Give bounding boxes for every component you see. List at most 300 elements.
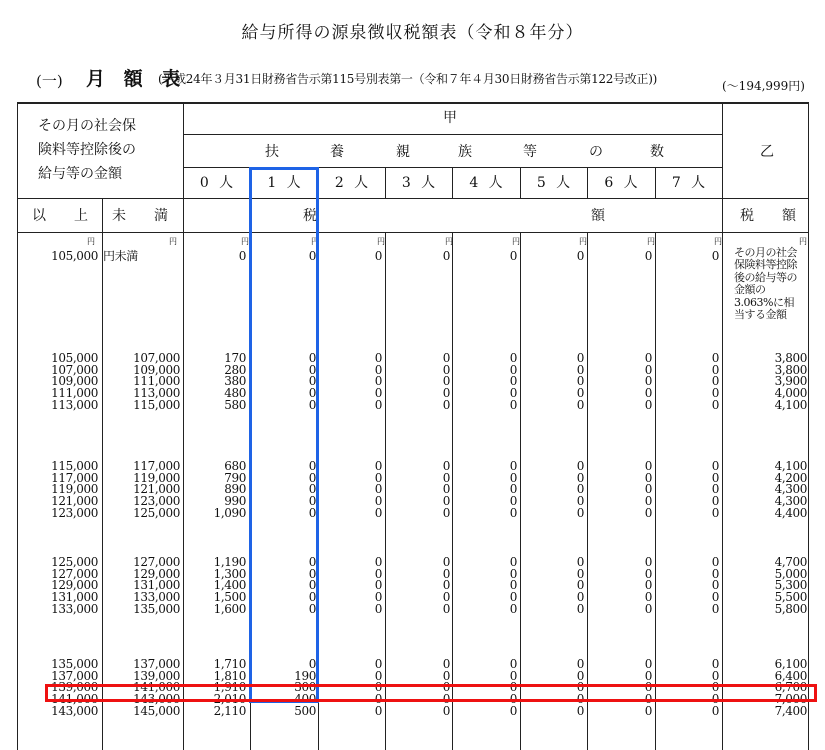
kou-tax-3: 0 [442,374,450,389]
kou-tax-4: 0 [509,680,517,695]
kou-tax-0: 0 [238,249,246,263]
kou-tax-3: 0 [442,668,450,683]
kou-tax-2: 0 [374,470,382,485]
amount-from: 115,000 [51,459,98,473]
kou-tax-0: 1,710 [213,657,246,671]
dependents-6: 6 人 [604,175,638,191]
kou-tax-7: 0 [711,374,719,389]
kou-tax-7: 0 [711,386,719,401]
kou-tax-0: 1,910 [213,680,246,695]
fuyo-char: 養 [330,144,344,160]
amount-to: 121,000 [133,482,180,497]
kou-tax-7: 0 [711,668,719,683]
kou-tax-7: 0 [711,482,719,497]
kou-tax-4: 0 [509,351,517,365]
kou-tax-2: 0 [374,386,382,401]
kou-tax-3: 0 [442,459,450,473]
table-row [0,460,825,472]
kou-tax-6: 0 [644,374,652,389]
kou-tax-4: 0 [509,494,517,509]
otsu-tax: 4,300 [774,482,807,497]
kou-tax-5: 0 [576,505,584,520]
amount-to: 115,000 [133,397,180,412]
amount-from: 143,000 [51,703,98,718]
amount-label-line-3: 給与等の金額 [38,166,122,182]
table-row [0,472,825,484]
kou-tax-4: 0 [509,703,517,718]
table-row [0,658,825,670]
kou-tax-6: 0 [644,578,652,593]
section-index: (一) [36,72,63,90]
otsu-tax: 5,500 [774,590,807,605]
kou-tax-1: 190 [294,668,316,683]
kou-tax-0: 990 [224,494,246,509]
miman-header: 未 満 [112,208,168,224]
kou-tax-1: 0 [308,351,316,365]
kou-tax-7: 0 [711,566,719,581]
kou-tax-7: 0 [711,397,719,412]
otsu-tax: 7,400 [774,703,807,718]
amount-to: 119,000 [133,470,180,485]
kou-tax-7: 0 [711,362,719,377]
kou-tax-5: 0 [576,555,584,569]
kou-tax-6: 0 [644,459,652,473]
grid-vline [587,167,588,198]
kou-tax-4: 0 [509,374,517,389]
otsu-tax: 5,800 [774,601,807,616]
kou-tax-2: 0 [374,362,382,377]
table-row [0,579,825,591]
kou-tax-5: 0 [576,374,584,389]
kou-tax-6: 0 [644,590,652,605]
kou-tax-5: 0 [576,590,584,605]
kou-tax-7: 0 [711,555,719,569]
dependents-3: 3 人 [401,175,436,191]
table-row [0,250,825,262]
yen-unit-mark: 円 [647,237,655,246]
amount-from: 131,000 [51,590,98,605]
kou-tax-3: 0 [442,470,450,485]
amount-from: 113,000 [51,397,98,412]
kou-tax-2: 0 [374,590,382,605]
fuyo-char: 等 [523,144,537,160]
kou-tax-4: 0 [509,566,517,581]
page-title: 給与所得の源泉徴収税額表（令和８年分） [241,23,584,43]
kou-tax-5: 0 [576,482,584,497]
amount-from: 123,000 [51,505,98,520]
highlight-column-1-dependent [249,167,319,707]
kou-tax-6: 0 [644,397,652,412]
amount-to: 143,000 [133,692,180,707]
fuyo-char: 族 [458,144,472,160]
kou-tax-1: 0 [308,601,316,616]
kou-tax-4: 0 [509,482,517,497]
kou-tax-6: 0 [644,494,652,509]
amount-from: 125,000 [51,555,98,569]
kou-tax-1: 0 [308,505,316,520]
kou-tax-7: 0 [711,459,719,473]
kou-tax-7: 0 [711,680,719,695]
amount-to: 109,000 [133,362,180,377]
kou-tax-0: 1,090 [213,505,246,520]
ijo-header: 以 上 [32,208,88,224]
amount-from: 107,000 [51,362,98,377]
kou-tax-4: 0 [509,386,517,401]
grid-hline [183,134,722,135]
otsu-tax: 3,900 [774,374,807,389]
kou-tax-1: 500 [294,703,316,718]
kou-tax-3: 0 [442,590,450,605]
kou-tax-2: 0 [374,397,382,412]
kou-tax-2: 0 [374,374,382,389]
otsu-tax: 6,700 [774,680,807,695]
table-row [0,483,825,495]
highlight-row-139000 [45,684,817,702]
kou-tax-0: 680 [224,459,246,473]
kou-tax-4: 0 [509,249,517,263]
amount-to: 107,000 [133,351,180,365]
amount-from: 129,000 [51,578,98,593]
kou-tax-2: 0 [374,351,382,365]
otsu-tax: 4,400 [774,505,807,520]
table-row [0,507,825,519]
amount-from: 105,000 [51,351,98,365]
grid-vline [452,167,453,198]
amount-to: 117,000 [133,459,180,473]
kou-tax-7: 0 [711,590,719,605]
kou-tax-2: 0 [374,703,382,718]
kou-tax-2: 0 [374,680,382,695]
kou-tax-2: 0 [374,601,382,616]
kou-tax-3: 0 [442,680,450,695]
kou-tax-7: 0 [711,249,719,263]
kou-tax-0: 1,400 [213,578,246,593]
otsu-formula-note: その月の社会保険料等控除後の給与等の金額の3.063%に相当する金額 [734,246,797,322]
amount-from: 141,000 [51,692,98,707]
kou-tax-7: 0 [711,470,719,485]
amount-to: 137,000 [133,657,180,671]
kou-tax-2: 0 [374,692,382,707]
kou-tax-1: 0 [308,362,316,377]
kou-tax-4: 0 [509,657,517,671]
kou-tax-4: 0 [509,555,517,569]
kou-tax-6: 0 [644,692,652,707]
table-row [0,375,825,387]
otsu-tax: 5,000 [774,566,807,581]
kou-tax-0: 1,190 [213,555,246,569]
kou-tax-1: 0 [308,374,316,389]
kou-tax-1: 0 [308,578,316,593]
kou-tax-5: 0 [576,470,584,485]
kou-tax-3: 0 [442,351,450,365]
grid-vline [385,167,386,198]
kou-tax-5: 0 [576,249,584,263]
grid-vline [520,167,521,198]
yen-unit-mark: 円 [311,237,319,246]
kou-tax-3: 0 [442,578,450,593]
kou-tax-6: 0 [644,386,652,401]
kou-tax-5: 0 [576,362,584,377]
kou-tax-5: 0 [576,657,584,671]
table-row [0,495,825,507]
kou-header: 甲 [443,110,457,126]
yen-unit-mark: 円 [241,237,249,246]
kou-tax-1: 0 [308,470,316,485]
kou-tax-2: 0 [374,578,382,593]
kou-tax-3: 0 [442,566,450,581]
kou-tax-7: 0 [711,601,719,616]
kou-tax-1: 0 [308,482,316,497]
kou-tax-5: 0 [576,459,584,473]
amount-from: 137,000 [51,668,98,683]
grid-hline [17,102,808,104]
grid-hline [17,198,808,199]
amount-from: 109,000 [51,374,98,389]
kou-tax-2: 0 [374,459,382,473]
amount-to: 133,000 [133,590,180,605]
otsu-tax: 4,200 [774,470,807,485]
yen-unit-mark: 円 [87,237,95,246]
section-range: (～194,999円) [722,79,805,93]
table-row [0,603,825,615]
table-row [0,670,825,682]
otsu-tax: 5,300 [774,578,807,593]
otsu-tax: 4,100 [774,397,807,412]
kou-tax-7: 0 [711,578,719,593]
table-row [0,568,825,580]
kou-tax-1: 0 [308,386,316,401]
amount-label-line-1: その月の社会保 [38,118,136,134]
kou-tax-6: 0 [644,680,652,695]
yen-unit-mark: 円 [512,237,520,246]
grid-hline [17,232,808,233]
otsu-tax: 3,800 [774,362,807,377]
kou-tax-3: 0 [442,362,450,377]
kou-tax-3: 0 [442,601,450,616]
amount-from: 117,000 [51,470,98,485]
fuyo-char: 数 [650,144,664,160]
kou-tax-4: 0 [509,470,517,485]
amount-to: 111,000 [133,374,180,389]
otsu-tax: 6,400 [774,668,807,683]
amount-to: 125,000 [133,505,180,520]
yen-unit-mark: 円 [377,237,385,246]
dependents-0: 0 人 [199,175,234,191]
amount-to: 135,000 [133,601,180,616]
amount-to: 139,000 [133,668,180,683]
kou-tax-0: 580 [224,397,246,412]
kou-tax-2: 0 [374,505,382,520]
table-row [0,352,825,364]
kou-tax-2: 0 [374,668,382,683]
amount-from: 111,000 [51,386,98,401]
kou-tax-1: 0 [308,555,316,569]
otsu-header: 乙 [760,144,774,160]
kou-tax-5: 0 [576,494,584,509]
kou-tax-1: 0 [308,397,316,412]
kou-tax-0: 170 [224,351,246,365]
kou-tax-3: 0 [442,494,450,509]
kou-tax-0: 1,810 [213,668,246,683]
amount-from: 135,000 [51,657,98,671]
kou-tax-2: 0 [374,555,382,569]
section-title: 月 額 表 [86,68,187,90]
kou-tax-6: 0 [644,566,652,581]
amount-to: 145,000 [133,703,180,718]
kou-tax-2: 0 [374,657,382,671]
kou-tax-5: 0 [576,668,584,683]
kou-tax-6: 0 [644,362,652,377]
kou-tax-5: 0 [576,703,584,718]
kou-tax-1: 300 [294,680,316,695]
kou-tax-6: 0 [644,351,652,365]
kou-tax-4: 0 [509,668,517,683]
kou-tax-6: 0 [644,470,652,485]
kou-tax-4: 0 [509,601,517,616]
yen-unit-mark: 円 [169,237,177,246]
kou-tax-5: 0 [576,566,584,581]
grid-vline [808,102,809,750]
kou-tax-3: 0 [442,386,450,401]
table-row [0,399,825,411]
table-row [0,556,825,568]
kou-tax-6: 0 [644,249,652,263]
kou-tax-0: 1,600 [213,601,246,616]
kou-tax-1: 400 [294,692,316,707]
table-row [0,591,825,603]
kou-tax-4: 0 [509,505,517,520]
amount-to: 129,000 [133,566,180,581]
fuyo-char: 扶 [265,144,279,160]
kou-tax-6: 0 [644,601,652,616]
amount-to: 113,000 [133,386,180,401]
dependents-2: 2 人 [334,175,369,191]
kou-tax-5: 0 [576,692,584,707]
kou-tax-7: 0 [711,351,719,365]
amount-to: 123,000 [133,494,180,509]
kou-tax-6: 0 [644,657,652,671]
amount-to: 127,000 [133,555,180,569]
kou-tax-1: 0 [308,590,316,605]
kou-tax-6: 0 [644,482,652,497]
fuyo-char: 親 [396,144,410,160]
kou-tax-0: 1,300 [213,566,246,581]
kou-tax-7: 0 [711,692,719,707]
kou-tax-4: 0 [509,578,517,593]
section-note: (平成24年３月31日財務省告示第115号別表第一（令和７年４月30日財務省告示第122号改正)) [158,72,657,86]
kou-tax-1: 0 [308,494,316,509]
dependents-1: 1 人 [267,175,301,191]
otsu-tax: 4,700 [774,555,807,569]
kou-tax-7: 0 [711,657,719,671]
kou-tax-5: 0 [576,680,584,695]
amount-label-line-2: 険料等控除後の [38,142,136,158]
kou-tax-6: 0 [644,668,652,683]
grid-vline [17,102,18,750]
kou-tax-1: 0 [308,459,316,473]
table-row [0,387,825,399]
amount-from: 121,000 [51,494,98,509]
amount-from: 139,000 [51,680,98,695]
table-row [0,364,825,376]
amount-from: 127,000 [51,566,98,581]
amount-from: 119,000 [51,482,98,497]
kou-tax-5: 0 [576,351,584,365]
kou-tax-1: 0 [308,566,316,581]
kou-tax-2: 0 [374,249,382,263]
kou-tax-7: 0 [711,505,719,520]
yen-unit-mark: 円 [579,237,587,246]
kou-tax-0: 1,500 [213,590,246,605]
kou-tax-3: 0 [442,555,450,569]
kou-tax-7: 0 [711,494,719,509]
kou-tax-5: 0 [576,386,584,401]
kou-tax-6: 0 [644,505,652,520]
grid-vline [722,102,723,750]
kou-tax-0: 480 [224,386,246,401]
kou-tax-4: 0 [509,397,517,412]
amount-to: 131,000 [133,578,180,593]
kou-tax-3: 0 [442,505,450,520]
amount-to: 141,000 [133,680,180,695]
kou-tax-3: 0 [442,692,450,707]
otsu-tax: 4,100 [774,459,807,473]
gaku-header: 額 [591,208,605,224]
kou-tax-0: 890 [224,482,246,497]
kou-tax-0: 2,110 [213,703,246,718]
kou-tax-4: 0 [509,362,517,377]
kou-tax-3: 0 [442,703,450,718]
dependents-4: 4 人 [469,175,503,191]
grid-vline [655,167,656,198]
table-row [0,705,825,717]
kou-tax-0: 2,010 [213,692,246,707]
kou-tax-4: 0 [509,692,517,707]
kou-tax-0: 790 [224,470,246,485]
dependents-7: 7 人 [671,175,706,191]
kou-tax-1: 0 [308,249,316,263]
kou-tax-7: 0 [711,703,719,718]
zei-header: 税 [303,208,317,224]
otsu-tax: 4,000 [774,386,807,401]
kou-tax-0: 280 [224,362,246,377]
zeigaku-header: 税 額 [740,208,796,224]
dependents-5: 5 人 [536,175,571,191]
otsu-tax: 6,100 [774,657,807,671]
kou-tax-0: 380 [224,374,246,389]
fuyo-char: の [589,144,603,160]
grid-vline [183,102,184,750]
kou-tax-4: 0 [509,590,517,605]
kou-tax-6: 0 [644,555,652,569]
kou-tax-1: 0 [308,657,316,671]
otsu-tax: 3,800 [774,351,807,365]
kou-tax-3: 0 [442,397,450,412]
kou-tax-5: 0 [576,578,584,593]
kou-tax-3: 0 [442,249,450,263]
kou-tax-5: 0 [576,397,584,412]
kou-tax-5: 0 [576,601,584,616]
yen-unit-mark: 円 [714,237,722,246]
kou-tax-2: 0 [374,566,382,581]
yen-unit-mark: 円 [445,237,453,246]
kou-tax-2: 0 [374,482,382,497]
amount-from: 105,000 [51,249,98,263]
kou-tax-6: 0 [644,703,652,718]
amount-to: 円未満 [103,249,138,263]
kou-tax-3: 0 [442,657,450,671]
otsu-tax: 4,300 [774,494,807,509]
